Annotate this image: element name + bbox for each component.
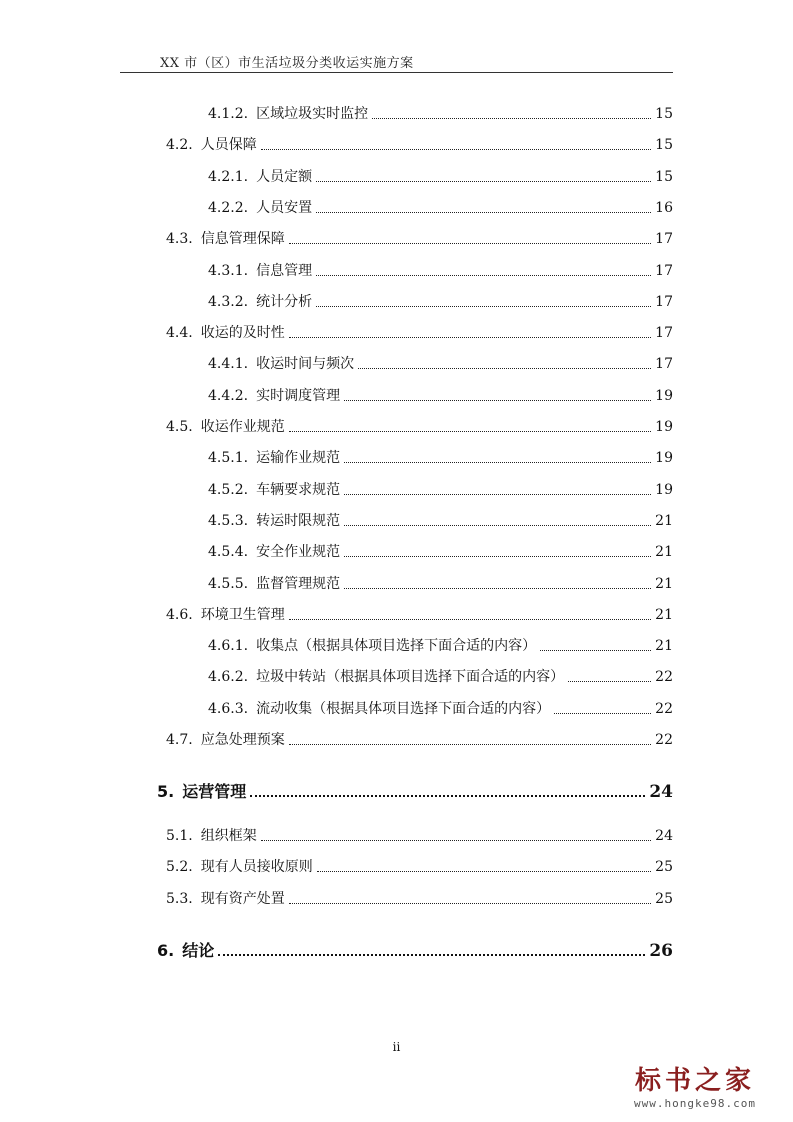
toc-entry[interactable] [208, 571, 673, 593]
toc-entry-number: 4.1.2. [208, 106, 249, 122]
toc-entry-title: 区域垃圾实时监控 [256, 106, 369, 122]
toc-entry-title: 组织框架 [200, 828, 257, 844]
toc-entry-title: 现有资产处置 [200, 890, 285, 907]
toc-entry-page: 21 [655, 638, 673, 655]
toc-entry-title: 应急处理预案 [200, 732, 285, 748]
toc-entry-number: 4.5.5. [208, 575, 249, 592]
toc-entry-title: 环境卫生管理 [200, 606, 285, 623]
toc-entry-number: 4.4.2. [208, 387, 249, 404]
toc-entry[interactable] [208, 351, 673, 373]
toc-entry-number: 4.3.2. [208, 293, 249, 310]
toc-entry-number: 6. [157, 940, 175, 960]
toc-entry[interactable] [208, 445, 673, 467]
toc-entry[interactable] [157, 938, 673, 960]
toc-dot-leader [540, 650, 651, 651]
toc-entry-page: 22 [655, 700, 673, 717]
toc-entry-title: 收运作业规范 [200, 419, 285, 435]
toc-entry-page: 25 [655, 890, 673, 907]
toc-entry-title: 人员安置 [256, 199, 313, 216]
toc-dot-leader [289, 744, 651, 745]
toc-entry-title: 统计分析 [256, 293, 313, 310]
toc-entry-page: 15 [655, 168, 673, 185]
toc-entry-number: 5.2. [166, 859, 193, 876]
toc-entry-page: 17 [655, 231, 673, 248]
toc-entry[interactable] [166, 854, 673, 876]
toc-entry[interactable] [208, 508, 673, 530]
toc-entry-page: 17 [655, 262, 673, 279]
toc-entry[interactable] [208, 289, 673, 311]
toc-entry-number: 4.6.1. [208, 638, 249, 655]
page-number: ii [392, 1040, 401, 1054]
toc-entry[interactable] [166, 320, 673, 342]
toc-entry[interactable] [208, 258, 673, 280]
toc-dot-leader [344, 400, 651, 401]
toc-entry[interactable] [208, 195, 673, 217]
toc-dot-leader [344, 462, 651, 463]
toc-entry-page: 24 [649, 782, 673, 802]
toc-entry[interactable] [166, 414, 673, 436]
toc-entry-title: 安全作业规范 [256, 544, 341, 561]
toc-entry-page: 26 [649, 940, 673, 961]
toc-dot-leader [250, 795, 645, 797]
toc-dot-leader [261, 840, 651, 841]
toc-entry-title: 垃圾中转站（根据具体项目选择下面合适的内容） [256, 669, 565, 686]
toc-entry[interactable] [208, 383, 673, 405]
toc-entry-title: 收运时间与频次 [256, 356, 355, 373]
toc-entry-page: 24 [655, 828, 673, 844]
page-header-title: XX 市（区）市生活垃圾分类收运实施方案 [160, 56, 414, 71]
toc-entry-page: 17 [655, 356, 673, 373]
toc-dot-leader [344, 494, 651, 495]
toc-entry-number: 4.3. [166, 231, 193, 248]
toc-entry[interactable] [157, 779, 673, 801]
toc-entry[interactable] [166, 226, 673, 248]
toc-entry-page: 22 [655, 669, 673, 686]
toc-entry-page: 21 [655, 606, 673, 623]
toc-dot-leader [289, 337, 651, 338]
toc-entry-number: 4.6.3. [208, 700, 249, 717]
toc-entry-page: 19 [655, 419, 673, 435]
toc-entry-title: 运输作业规范 [256, 450, 341, 467]
toc-entry-number: 4.5.2. [208, 481, 249, 498]
toc-entry-page: 16 [655, 199, 673, 216]
toc-entry-number: 4.3.1. [208, 262, 249, 279]
toc-entry-number: 4.6.2. [208, 669, 249, 686]
toc-entry[interactable] [166, 602, 673, 624]
toc-dot-leader [289, 903, 651, 904]
toc-entry-number: 4.7. [166, 732, 193, 748]
toc-entry-page: 21 [655, 512, 673, 529]
toc-entry-number: 4.4.1. [208, 356, 249, 373]
toc-entry-title: 收运的及时性 [200, 325, 285, 342]
toc-entry[interactable] [208, 696, 673, 718]
toc-entry-page: 22 [655, 732, 673, 748]
toc-entry-title: 流动收集（根据具体项目选择下面合适的内容） [256, 700, 551, 717]
toc-entry-number: 4.5.4. [208, 544, 249, 561]
toc-entry-title: 人员保障 [200, 137, 257, 154]
toc-dot-leader [344, 556, 651, 557]
toc-entry-page: 17 [655, 293, 673, 310]
toc-entry-number: 4.5. [166, 419, 193, 435]
toc-entry[interactable] [166, 132, 673, 154]
toc-entry-title: 运营管理 [182, 782, 247, 801]
toc-entry[interactable] [208, 477, 673, 499]
toc-entry-title: 结论 [182, 940, 215, 960]
toc-dot-leader [316, 306, 651, 307]
toc-dot-leader [316, 275, 651, 276]
toc-entry[interactable] [208, 539, 673, 561]
toc-entry-number: 4.2. [166, 137, 193, 154]
toc-dot-leader [289, 431, 651, 432]
toc-entry-title: 监督管理规范 [256, 575, 341, 592]
toc-entry[interactable] [208, 164, 673, 186]
toc-entry-number: 4.4. [166, 325, 193, 342]
toc-entry[interactable] [208, 101, 673, 123]
toc-entry-title: 车辆要求规范 [256, 481, 341, 498]
toc-entry-page: 19 [655, 481, 673, 498]
toc-dot-leader [358, 368, 651, 369]
toc-entry-page: 15 [655, 137, 673, 154]
toc-entry-number: 4.5.1. [208, 450, 249, 467]
toc-entry-number: 5.1. [166, 828, 193, 844]
toc-entry[interactable] [166, 727, 673, 749]
toc-entry[interactable] [166, 886, 673, 908]
toc-dot-leader [344, 588, 651, 589]
toc-entry-page: 19 [655, 387, 673, 404]
toc-entry-page: 15 [655, 106, 673, 122]
toc-dot-leader [372, 118, 651, 119]
toc-entry-page: 17 [655, 325, 673, 342]
toc-entry-number: 5. [157, 782, 175, 801]
header-divider [120, 72, 673, 73]
toc-entry-title: 收集点（根据具体项目选择下面合适的内容） [256, 638, 537, 655]
toc-dot-leader [218, 954, 645, 956]
toc-entry-title: 信息管理 [256, 262, 313, 279]
toc-entry-number: 4.6. [166, 606, 193, 623]
toc-entry[interactable] [208, 664, 673, 686]
toc-entry-title: 信息管理保障 [200, 231, 285, 248]
toc-dot-leader [317, 871, 651, 872]
toc-entry[interactable] [166, 823, 673, 845]
watermark-logo [615, 1060, 775, 1110]
toc-dot-leader [316, 212, 651, 213]
toc-dot-leader [316, 181, 651, 182]
toc-entry-title: 现有人员接收原则 [200, 859, 313, 876]
toc-dot-leader [568, 681, 651, 682]
toc-dot-leader [554, 713, 651, 714]
toc-entry-number: 5.3. [166, 890, 193, 907]
toc-entry-title: 人员定额 [256, 168, 313, 185]
toc-entry-number: 4.2.1. [208, 168, 249, 185]
toc-entry[interactable] [208, 633, 673, 655]
toc-entry-page: 19 [655, 450, 673, 467]
toc-entry-title: 转运时限规范 [256, 512, 341, 529]
toc-entry-number: 4.2.2. [208, 199, 249, 216]
toc-dot-leader [289, 619, 651, 620]
toc-entry-page: 25 [655, 859, 673, 876]
toc-entry-title: 实时调度管理 [256, 387, 341, 404]
toc-dot-leader [261, 149, 651, 150]
toc-dot-leader [344, 525, 651, 526]
toc-entry-page: 21 [655, 544, 673, 561]
toc-entry-number: 4.5.3. [208, 512, 249, 529]
toc-dot-leader [289, 243, 651, 244]
toc-entry-page: 21 [655, 575, 673, 592]
watermark-logo-text: 标书之家 [634, 1066, 755, 1096]
watermark-url: www.hongke98.com [634, 1097, 756, 1110]
